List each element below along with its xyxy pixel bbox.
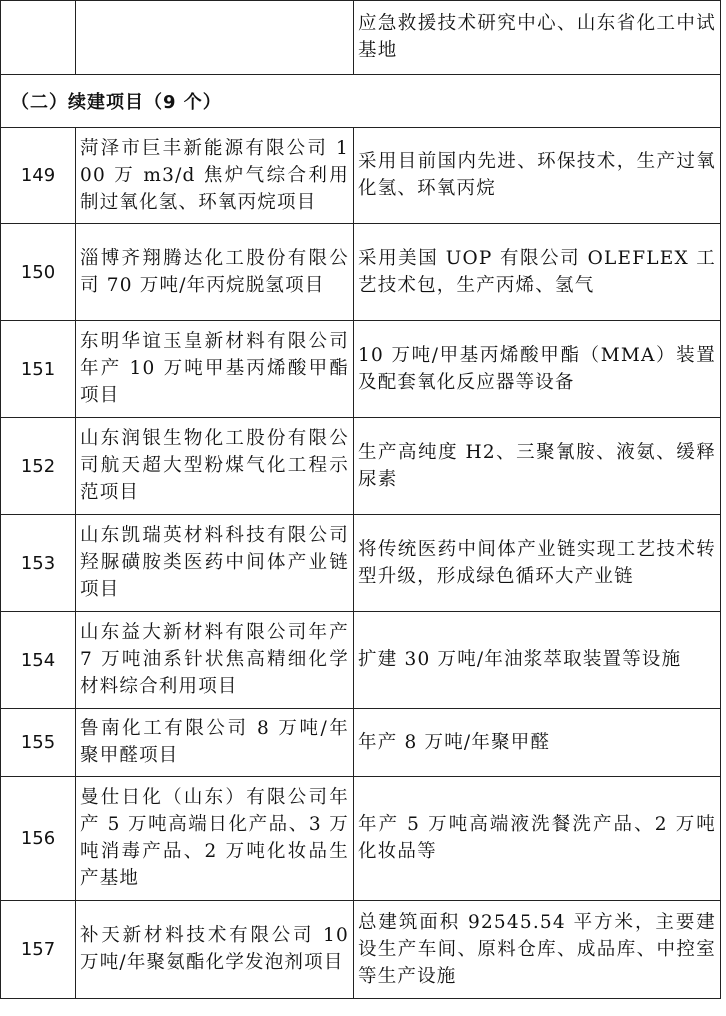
cell-number: 152 [1,418,76,515]
table-row [1,777,721,901]
section-title: （二）续建项目（9 个） [1,75,721,128]
cell-number: 153 [1,515,76,612]
cell-project-content: 扩建 30 万吨/年油浆萃取装置等设施 [354,612,721,709]
table-row-continued [1,1,721,75]
cell-project-content: 采用目前国内先进、环保技术，生产过氧化氢、环氧丙烷 [354,128,721,224]
cell-project-content: 采用美国 UOP 有限公司 OLEFLEX 工艺技术包，生产丙烯、氢气 [354,224,721,321]
cell-project-content: 生产高纯度 H2、三聚氰胺、液氨、缓释尿素 [354,418,721,515]
cell-project-name: 鲁南化工有限公司 8 万吨/年聚甲醛项目 [76,709,354,777]
cell-project-name: 东明华谊玉皇新材料有限公司年产 10 万吨甲基丙烯酸甲酯项目 [76,321,354,418]
table-row [1,321,721,418]
cell-number: 151 [1,321,76,418]
section-row [1,75,721,128]
table-row [1,901,721,999]
cell-project-content: 将传统医药中间体产业链实现工艺技术转型升级，形成绿色循环大产业链 [354,515,721,612]
cell-number: 156 [1,777,76,901]
table-row [1,709,721,777]
cell-name-empty [76,1,354,75]
cell-number-empty [1,1,76,75]
cell-number: 150 [1,224,76,321]
cell-project-name: 淄博齐翔腾达化工股份有限公司 70 万吨/年丙烷脱氢项目 [76,224,354,321]
cell-project-name: 曼仕日化（山东）有限公司年产 5 万吨高端日化产品、3 万吨消毒产品、2 万吨化妆品生产基地 [76,777,354,901]
cell-number: 157 [1,901,76,999]
cell-project-content: 年产 5 万吨高端液洗餐洗产品、2 万吨化妆品等 [354,777,721,901]
table-row [1,418,721,515]
cell-project-content: 年产 8 万吨/年聚甲醛 [354,709,721,777]
table-row [1,224,721,321]
cell-project-name: 菏泽市巨丰新能源有限公司 100 万 m3/d 焦炉气综合利用制过氧化氢、环氧丙烷项目 [76,128,354,224]
cell-number: 154 [1,612,76,709]
table-row [1,128,721,224]
table-row [1,612,721,709]
cell-project-content: 10 万吨/甲基丙烯酸甲酯（MMA）装置及配套氧化反应器等设备 [354,321,721,418]
cell-number: 155 [1,709,76,777]
cell-project-name: 山东凯瑞英材料科技有限公司羟脲磺胺类医药中间体产业链项目 [76,515,354,612]
cell-project-content: 总建筑面积 92545.54 平方米，主要建设生产车间、原料仓库、成品库、中控室等生产设施 [354,901,721,999]
cell-project-name: 山东润银生物化工股份有限公司航天超大型粉煤气化工程示范项目 [76,418,354,515]
cell-number: 149 [1,128,76,224]
cell-project-name: 山东益大新材料有限公司年产 7 万吨油系针状焦高精细化学材料综合利用项目 [76,612,354,709]
cell-project-name: 补天新材料技术有限公司 10 万吨/年聚氨酯化学发泡剂项目 [76,901,354,999]
cell-content: 应急救援技术研究中心、山东省化工中试基地 [354,1,721,75]
table-row [1,515,721,612]
